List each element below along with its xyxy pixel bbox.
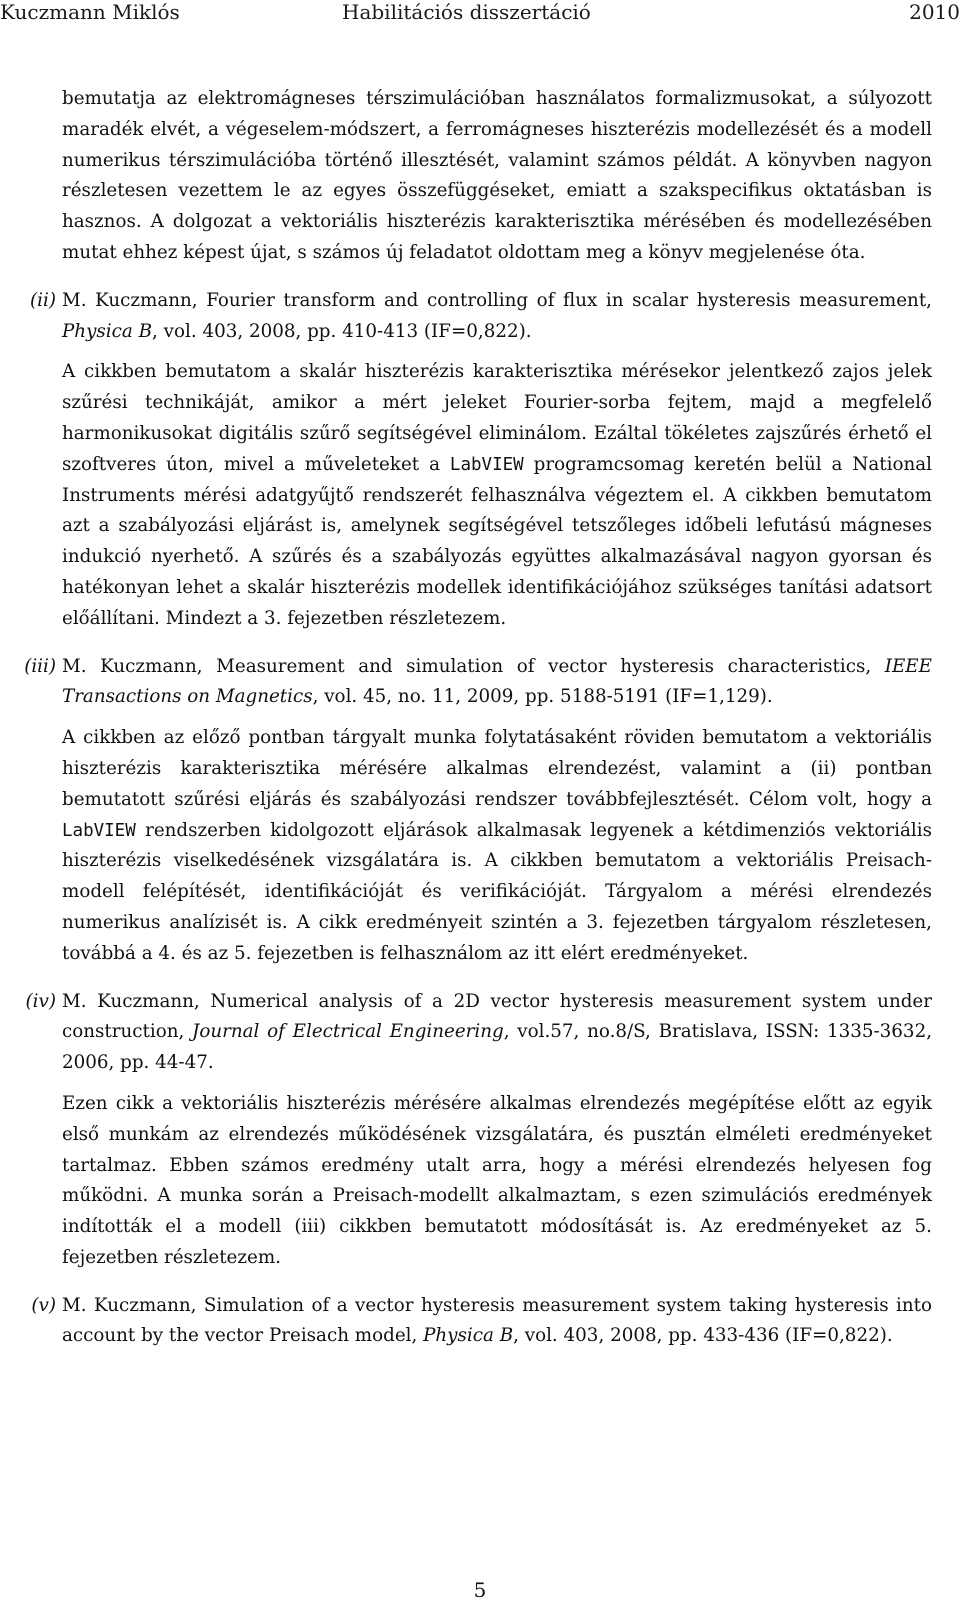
journal-name: IEEE Transactions on Magnetics <box>62 655 932 708</box>
reference-description: A cikkben az előző pontban tárgyalt munka folytatásaként röviden bemutatom a vektoriális hiszterézis karakterisztika mérésére alkalmas elrendezést, valamint a (ii) pontban bemutatott szűrési eljárás és szabályozási rendszer továbbfejlesztését. Célom volt, hogy a LabVIEW rendszerben kidolgozott eljárások alkalmasak legyenek a kétdimenziós vektoriális hiszterézis viselkedésének vizsgálatára is. A cikkben bemutatom a vektoriális Preisach-modell felépítését, identifikációját és verifikációját. Tárgyalom a mérési elrendezés numerikus analízisét is. A cikk eredményeit szintén a 3. fejezetben tárgyalom részletesen, továbbá a 4. és az 5. fejezetben is felhasználom az itt elért eredményeket. <box>62 727 932 964</box>
reference-label: (iii) <box>24 655 56 677</box>
body-text <box>24 84 933 1352</box>
journal-name: Physica B <box>423 1325 514 1347</box>
reference-citation: M. Kuczmann, Measurement and simulation of vector hysteresis characteristics, IEEE Transactions on Magnetics, vol. 45, no. 11, 2009, pp. 5188-5191 (IF=1,129). <box>62 655 932 708</box>
software-name: LabVIEW <box>62 820 136 841</box>
running-header <box>0 0 960 28</box>
intro-paragraph: bemutatja az elektromágneses térszimulációban használatos formalizmusokat, a súlyozott maradék elvét, a végeselem-módszert, a ferromágneses hiszterézis modellezését és a modell numerikus térszimulációba történő illesztését, valamint számos példát. A könyvben nagyon részletesen vezettem le az egyes összefüggéseket, emiatt a szakspecifikus oktatásban is hasznos. A dolgozat a vektoriális hiszterézis karakterisztika mérésében és modellezésében mutat ehhez képest újat, s számos új feladatot oldottam meg a könyv megjelenése óta. <box>62 88 932 263</box>
reference-citation: M. Kuczmann, Fourier transform and controlling of flux in scalar hysteresis measurement, Physica B, vol. 403, 2008, pp. 410-413 (IF=0,822). <box>62 289 932 342</box>
reference-description: A cikkben bemutatom a skalár hiszterézis karakterisztika mérésekor jelentkező zajos jelek szűrési technikáját, amikor a mért jeleket Fourier-sorba fejtem, majd a megfelelő harmonikusokat digitális szűrő segítségével eliminálom. Ezáltal tökéletes zajszűrés érhető el szoftveres úton, mivel a műveleteket a LabVIEW programcsomag keretén belül a National Instruments mérési adatgyűjtő rendszerét felhasználva végeztem el. A cikkben bemutatom azt a szabályozási eljárást is, amelynek segítségével tetszőleges időbeli lefutású mágneses indukció nyerhető. A szűrés és a szabályozás együttes alkalmazásával nagyon gyorsan és hatékonyan lehet a skalár hiszterézis modellek identifikációjához szükséges tanítási adatsort előállítani. Mindezt a 3. fejezetben részletezem. <box>62 361 932 629</box>
software-name: LabVIEW <box>449 454 524 475</box>
header-author: Kuczmann Miklós <box>0 0 180 24</box>
reference-item-ii <box>30 286 932 635</box>
reference-label: (v) <box>31 1294 56 1316</box>
reference-description: Ezen cikk a vektoriális hiszterézis mérésére alkalmas elrendezés megépítése előtt az egyik első munkám az elrendezés működésének vizsgálatára, és pusztán elméleti eredményeket tartalmaz. Ebben számos eredmény utalt arra, hogy a mérési elrendezés helyesen fog működni. A munka során a Preisach-modellt alkalmaztam, s ezen szimulációs eredmények indították el a modell (iii) cikkben bemutatott módosítását is. Az eredményeket az 5. fejezetben részletezem. <box>62 1092 932 1268</box>
reference-label: (ii) <box>30 289 56 311</box>
reference-citation: M. Kuczmann, Simulation of a vector hysteresis measurement system taking hysteresis into account by the vector Preisach model, Physica B, vol. 403, 2008, pp. 433-436 (IF=0,822). <box>62 1294 932 1347</box>
reference-citation: M. Kuczmann, Numerical analysis of a 2D vector hysteresis measurement system under construction, Journal of Electrical Engineering, vol.57, no.8/S, Bratislava, ISSN: 1335-3632, 2006, pp. 44-47. <box>62 990 933 1074</box>
header-year: 2010 <box>909 0 960 24</box>
reference-item-iii <box>24 652 932 970</box>
reference-item-v <box>31 1291 932 1353</box>
journal-name: Physica B <box>62 320 153 342</box>
reference-item-iv <box>25 987 933 1274</box>
header-title: Habilitációs disszertáció <box>342 0 591 24</box>
reference-label: (iv) <box>25 990 56 1012</box>
journal-name: Journal of Electrical Engineering <box>192 1021 504 1043</box>
page-number: 5 <box>473 1578 487 1602</box>
